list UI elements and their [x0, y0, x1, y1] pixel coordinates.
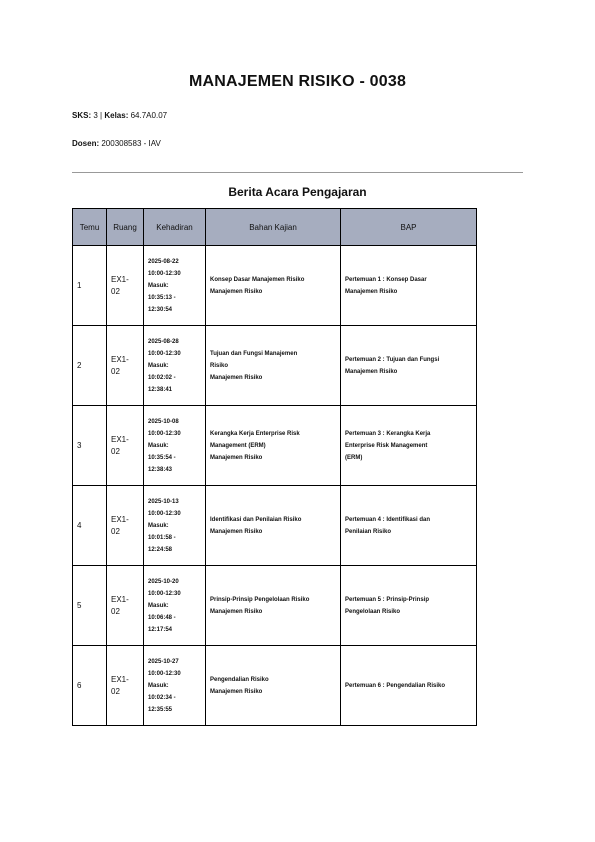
cell-temu: 2	[73, 326, 107, 406]
table-row	[73, 406, 477, 486]
cell-kehadiran-line: 10:00-12:30	[148, 590, 181, 597]
cell-kehadiran-line: Masuk:	[148, 442, 169, 449]
cell-kehadiran-line: 2025-10-13	[148, 498, 179, 505]
cell-ruang	[107, 566, 144, 646]
cell-kehadiran-line: 12:17:54	[148, 626, 173, 633]
cell-bap	[341, 326, 477, 406]
cell-kehadiran-line: 12:30:54	[148, 306, 173, 313]
cell-kehadiran	[144, 566, 206, 646]
cell-kehadiran-line: 2025-08-22	[148, 258, 179, 265]
page-title: MANAJEMEN RISIKO - 0038	[188, 73, 407, 90]
cell-bap-line: Pertemuan 2 : Tujuan dan Fungsi	[345, 356, 440, 363]
cell-ruang-line: EX1-	[111, 434, 129, 444]
cell-ruang-line: 02	[111, 366, 120, 376]
cell-kehadiran	[144, 646, 206, 726]
cell-kehadiran-line: Masuk:	[148, 682, 169, 689]
cell-bahan-kajian	[206, 646, 341, 726]
cell-kehadiran-line: 2025-10-20	[148, 578, 179, 585]
cell-bap-line: Pertemuan 6 : Pengendalian Risiko	[345, 682, 446, 689]
cell-bap-line: Manajemen Risiko	[345, 368, 398, 375]
cell-bap	[341, 646, 477, 726]
table-row	[73, 246, 477, 326]
cell-bahan-kajian-line: Tujuan dan Fungsi Manajemen	[210, 350, 298, 357]
cell-bahan-kajian-line: Risiko	[210, 362, 229, 369]
dosen-label: Dosen	[72, 139, 97, 148]
cell-bahan-kajian-line: Konsep Dasar Manajemen Risiko	[210, 276, 305, 283]
cell-kehadiran-line: Masuk:	[148, 602, 169, 609]
cell-bahan-kajian-line: Manajemen Risiko	[210, 688, 263, 695]
cell-ruang-line: EX1-	[111, 354, 129, 364]
cell-kehadiran	[144, 486, 206, 566]
cell-bahan-kajian	[206, 246, 341, 326]
cell-bahan-kajian-line: Identifikasi dan Penilaian Risiko	[210, 516, 302, 523]
header-bahan-kajian: Bahan Kajian	[206, 209, 341, 246]
cell-ruang-line: EX1-	[111, 674, 129, 684]
cell-ruang	[107, 406, 144, 486]
cell-ruang-line: 02	[111, 526, 120, 536]
cell-kehadiran-line: 10:01:58 -	[148, 534, 176, 541]
header-kehadiran: Kehadiran	[144, 209, 206, 246]
cell-bap-line: Pertemuan 4 : Identifikasi dan	[345, 516, 431, 523]
cell-bahan-kajian-line: Manajemen Risiko	[210, 374, 263, 381]
cell-bahan-kajian-line: Manajemen Risiko	[210, 608, 263, 615]
cell-bap-line: Pertemuan 3 : Kerangka Kerja	[345, 430, 431, 437]
cell-bahan-kajian-line: Manajemen Risiko	[210, 528, 263, 535]
cell-bahan-kajian-line: Prinsip-Prinsip Pengelolaan Risiko	[210, 596, 310, 603]
cell-kehadiran-line: Masuk:	[148, 362, 169, 369]
table-row	[73, 566, 477, 646]
cell-bahan-kajian-line: Kerangka Kerja Enterprise Risk	[210, 430, 300, 437]
dosen-line: Dosen: 200308583 - IAV	[72, 139, 161, 148]
cell-bap-line: Pengelolaan Risiko	[345, 608, 401, 615]
cell-bap-line: Manajemen Risiko	[345, 288, 398, 295]
table-row	[73, 646, 477, 726]
cell-kehadiran-line: 10:00-12:30	[148, 510, 181, 517]
cell-bahan-kajian-line: Pengendalian Risiko	[210, 676, 269, 683]
cell-ruang	[107, 646, 144, 726]
cell-ruang-line: 02	[111, 686, 120, 696]
cell-bahan-kajian	[206, 566, 341, 646]
cell-bahan-kajian	[206, 486, 341, 566]
cell-kehadiran	[144, 326, 206, 406]
cell-bahan-kajian-line: Management (ERM)	[210, 442, 266, 449]
cell-bahan-kajian-line: Manajemen Risiko	[210, 454, 263, 461]
cell-ruang-line: EX1-	[111, 594, 129, 604]
cell-ruang	[107, 486, 144, 566]
cell-kehadiran-line: Masuk:	[148, 522, 169, 529]
cell-kehadiran-line: 2025-10-08	[148, 418, 179, 425]
table-row	[73, 486, 477, 566]
cell-bap-line: Enterprise Risk Management	[345, 442, 428, 449]
sks-value: 3	[93, 111, 98, 120]
cell-bahan-kajian-line: Manajemen Risiko	[210, 288, 263, 295]
cell-temu: 3	[73, 406, 107, 486]
cell-bap-line: Pertemuan 1 : Konsep Dasar	[345, 276, 427, 283]
bap-table	[72, 208, 477, 726]
cell-ruang	[107, 326, 144, 406]
cell-kehadiran	[144, 406, 206, 486]
cell-kehadiran-line: 10:35:13 -	[148, 294, 176, 301]
cell-kehadiran-line: 2025-08-28	[148, 338, 179, 345]
table-body	[73, 246, 477, 726]
cell-bap-line: Pertemuan 5 : Prinsip-Prinsip	[345, 596, 430, 603]
cell-kehadiran-line: 10:06:48 -	[148, 614, 176, 621]
table-row	[73, 326, 477, 406]
cell-kehadiran-line: 10:00-12:30	[148, 670, 181, 677]
header-bap: BAP	[341, 209, 477, 246]
cell-ruang-line: EX1-	[111, 514, 129, 524]
cell-bap-line: Penilaian Risiko	[345, 528, 392, 535]
cell-ruang-line: 02	[111, 446, 120, 456]
cell-bap	[341, 566, 477, 646]
kelas-value: 64.7A0.07	[130, 111, 168, 120]
cell-kehadiran-line: 12:24:58	[148, 546, 173, 553]
cell-ruang-line: 02	[111, 286, 120, 296]
cell-kehadiran-line: 10:02:34 -	[148, 694, 176, 701]
cell-kehadiran-line: 10:00-12:30	[148, 350, 181, 357]
cell-temu: 1	[73, 246, 107, 326]
cell-kehadiran-line: 10:02:02 -	[148, 374, 176, 381]
cell-kehadiran	[144, 246, 206, 326]
cell-bahan-kajian	[206, 406, 341, 486]
header-temu: Temu	[73, 209, 107, 246]
dosen-value: 200308583 - IAV	[101, 139, 161, 148]
kelas-label: Kelas	[104, 111, 126, 120]
cell-bap	[341, 406, 477, 486]
cell-bahan-kajian	[206, 326, 341, 406]
table-header-row	[73, 209, 477, 246]
sks-label: SKS	[72, 111, 89, 120]
cell-kehadiran-line: 12:38:41	[148, 386, 173, 393]
cell-kehadiran-line: 10:00-12:30	[148, 430, 181, 437]
cell-kehadiran-line: 12:38:43	[148, 466, 173, 473]
cell-bap	[341, 486, 477, 566]
cell-kehadiran-line: 10:00-12:30	[148, 270, 181, 277]
cell-kehadiran-line: Masuk:	[148, 282, 169, 289]
sks-kelas-line: SKS: 3 | Kelas: 64.7A0.07	[72, 111, 168, 120]
cell-bap	[341, 246, 477, 326]
cell-kehadiran-line: 10:35:54 -	[148, 454, 176, 461]
cell-kehadiran-line: 2025-10-27	[148, 658, 179, 665]
cell-ruang	[107, 246, 144, 326]
cell-bap-line: (ERM)	[345, 454, 363, 461]
section-title: Berita Acara Pengajaran	[228, 185, 367, 199]
cell-ruang-line: 02	[111, 606, 120, 616]
divider	[72, 172, 523, 173]
cell-temu: 4	[73, 486, 107, 566]
cell-temu: 5	[73, 566, 107, 646]
cell-temu: 6	[73, 646, 107, 726]
header-ruang: Ruang	[107, 209, 144, 246]
cell-kehadiran-line: 12:35:55	[148, 706, 173, 713]
cell-ruang-line: EX1-	[111, 274, 129, 284]
